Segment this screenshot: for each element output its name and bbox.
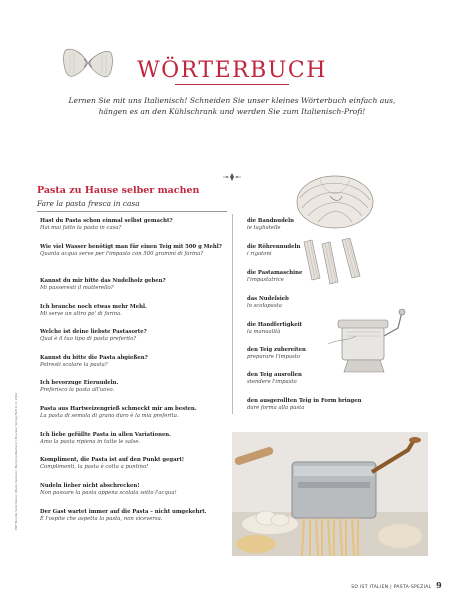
page-title: WÖRTERBUCH: [137, 58, 327, 83]
title-underline: [175, 84, 289, 85]
phrase-item: [40, 304, 230, 318]
vocab-german: das Nudelsieb: [247, 296, 289, 302]
side-print-info: PDF Bundle Soist Italien (Pasta Spezial) / Meldung Bestand / Drucken Verlag Heft 9 (c) 2022: [14, 392, 18, 530]
vocab-german: den ausgerollten Teig in Form bringen: [247, 398, 362, 404]
section-divider: [37, 211, 227, 212]
vocab-german: den Teig ausrollen: [247, 372, 302, 378]
phrase-german: Pasta aus Hartweizengrieß schmeckt mir am besten.: [40, 406, 197, 412]
phrase-german: Nudeln lieber nicht abschrecken!: [40, 483, 140, 489]
intro-text: Lernen Sie mit uns Italienisch! Schneiden Sie unser kleines Wörterbuch einfach aus, hängen es an den Kühlschrank und werden Sie zum Italienisch-Profi!: [68, 96, 396, 116]
footer-magazine: SO IST ITALIEN | PASTA-SPEZIAL: [351, 585, 432, 590]
phrase-german: Wie viel Wasser benötigt man für einen Teig mit 500 g Mehl?: [40, 244, 222, 250]
phrase-item: [40, 278, 230, 292]
vocab-italian: lo scolapasta: [247, 303, 282, 309]
phrase-item: [40, 218, 230, 232]
vocab-italian: dare forma alla pasta: [247, 405, 305, 411]
phrase-german: Ich brauche noch etwas mehr Mehl.: [40, 304, 147, 310]
phrase-italian: Qual è il tuo tipo di pasta preferito?: [40, 336, 137, 342]
section-subtitle: Fare la pasta fresca in casa: [37, 199, 140, 208]
phrase-italian: Hai mai fatto la pasta in casa?: [40, 225, 122, 231]
phrase-italian: Mi passeresti il matterello?: [40, 285, 114, 291]
phrase-german: Welche ist deine liebste Pastasorte?: [40, 329, 147, 335]
phrase-italian: La pasta di semola di grano duro è la mia preferita.: [40, 413, 179, 419]
vocab-italian: preparare l'impasto: [247, 354, 301, 360]
pasta-machine-photo: [232, 432, 428, 556]
penne-illustration: [298, 238, 368, 286]
phrase-german: Kompliment, die Pasta ist auf den Punkt gegart!: [40, 457, 185, 463]
vocab-german: die Pastamaschine: [247, 270, 303, 276]
phrase-item: [40, 457, 230, 471]
phrase-german: Ich bevorzuge Eiernudeln.: [40, 380, 119, 386]
page-number: 9: [436, 580, 442, 590]
phrase-item: [40, 244, 230, 258]
phrase-italian: Amo la pasta ripiena in tutte le salse.: [40, 439, 141, 445]
phrase-item: [40, 355, 230, 369]
vocab-german: die Handfertigkeit: [247, 322, 303, 328]
phrase-italian: Complimenti, la pasta è cotta a puntino!: [40, 464, 149, 470]
phrase-item: [40, 380, 230, 394]
phrase-german: Hast du Pasta schon einmal selbst gemacht?: [40, 218, 173, 224]
phrase-item: [40, 432, 230, 446]
phrase-german: Ich liebe gefüllte Pasta in allen Variationen.: [40, 432, 172, 438]
phrase-german: Kannst du mir bitte das Nudelholz geben?: [40, 278, 166, 284]
vocab-italian: stendere l'impasto: [247, 379, 297, 385]
vocab-italian: le tagliatelle: [247, 225, 281, 231]
vocab-german: den Teig zubereiten: [247, 347, 306, 353]
phrase-german: Kannst du bitte die Pasta abgießen?: [40, 355, 148, 361]
phrase-italian: È l'ospite che aspetta la pasta, non viceversa.: [40, 516, 163, 522]
phrase-italian: Mi serve un altro po' di farina.: [40, 311, 122, 317]
vocab-italian: la manualità: [247, 329, 281, 335]
phrase-italian: Quanta acqua serve per l'impasto con 500 grammi di farina?: [40, 251, 204, 257]
column-divider: [232, 214, 233, 414]
vocab-german: die Bandnudeln: [247, 218, 295, 224]
phrase-italian: Potresti scolare la pasta?: [40, 362, 108, 368]
page-footer: [351, 580, 442, 590]
vocab-italian: l'impastatrice: [247, 277, 284, 283]
vocab-italian: i rigatoni: [247, 251, 272, 257]
phrase-item: [40, 406, 230, 420]
section-title: Pasta zu Hause selber machen: [37, 185, 200, 196]
vocab-item: [247, 218, 377, 232]
phrase-item: [40, 329, 230, 343]
vocab-german: die Röhrennudeln: [247, 244, 301, 250]
phrase-german: Der Gast wartet immer auf die Pasta – nicht umgekehrt.: [40, 509, 207, 515]
phrase-item: [40, 483, 230, 497]
phrase-italian: Preferisco la pasta all'uovo.: [40, 387, 115, 393]
vocab-item: [247, 398, 377, 412]
ornament-icon: [222, 172, 242, 182]
phrase-item: [40, 509, 230, 523]
pasta-machine-illustration: [326, 306, 408, 378]
phrase-italian: Non passare la pasta appena scolata sotto l'acqua!: [40, 490, 177, 496]
